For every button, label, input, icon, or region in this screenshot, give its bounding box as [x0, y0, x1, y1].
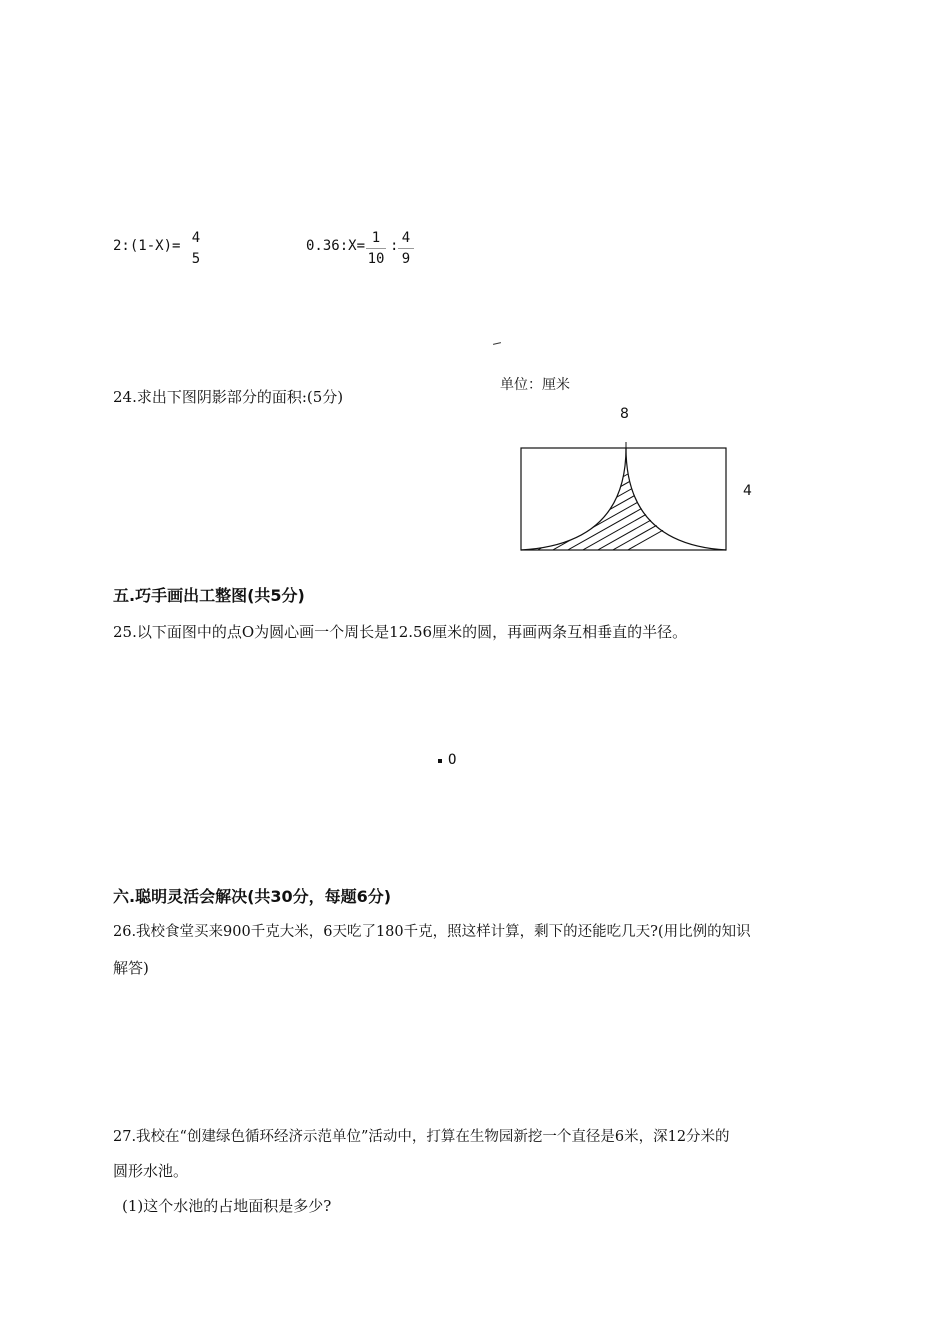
- question-25: 25.以下面图中的点O为圆心画一个周长是12.56厘米的圆，再画两条互相垂直的半径。: [113, 623, 688, 641]
- question-27-line-1: 27.我校在“创建绿色循环经济示范单位”活动中，打算在生物园新挖一个直径是6米，深12分米的: [113, 1129, 730, 1145]
- equation-2-left: 0.36:X=: [306, 238, 366, 254]
- fraction-numerator: 1: [371, 230, 381, 246]
- hatch-lines: [510, 470, 740, 560]
- fraction-denominator: 9: [401, 251, 411, 267]
- fraction-numerator: 4: [401, 230, 411, 246]
- equation-1-left: 2:(1-X)=: [113, 238, 181, 254]
- rectangle-outline: [521, 448, 726, 550]
- question-26-line-2: 解答): [113, 959, 149, 977]
- question-24: 24.求出下图阴影部分的面积:(5分): [113, 388, 344, 406]
- shaded-figure: [510, 440, 740, 560]
- section-5-heading: 五.巧手画出工整图(共5分): [113, 586, 305, 605]
- section-6-heading: 六.聪明灵活会解决(共30分，每题6分): [113, 887, 392, 906]
- right-arc: [626, 448, 726, 550]
- height-label: 4: [743, 483, 752, 499]
- question-27-sub-1: (1)这个水池的占地面积是多少?: [122, 1197, 332, 1215]
- center-point-dot: [438, 759, 442, 763]
- question-27-line-2: 圆形水池。: [113, 1162, 189, 1180]
- question-26-line-1: 26.我校食堂买来900千克大米，6天吃了180千克，照这样计算，剩下的还能吃几天?(用比例的知识: [113, 924, 751, 940]
- width-label: 8: [620, 406, 629, 422]
- fraction-denominator: 10: [367, 251, 385, 267]
- equation-2-fraction-2: [398, 230, 414, 267]
- center-point-label: O: [448, 752, 457, 768]
- fraction-numerator: 4: [191, 230, 201, 246]
- fraction-denominator: 5: [191, 251, 201, 267]
- equation-2-colon: :: [390, 238, 399, 254]
- equation-2-fraction-1: [366, 230, 386, 267]
- stray-mark: [493, 342, 501, 345]
- unit-label: 单位：厘米: [500, 377, 570, 393]
- equation-1-fraction: [188, 230, 204, 267]
